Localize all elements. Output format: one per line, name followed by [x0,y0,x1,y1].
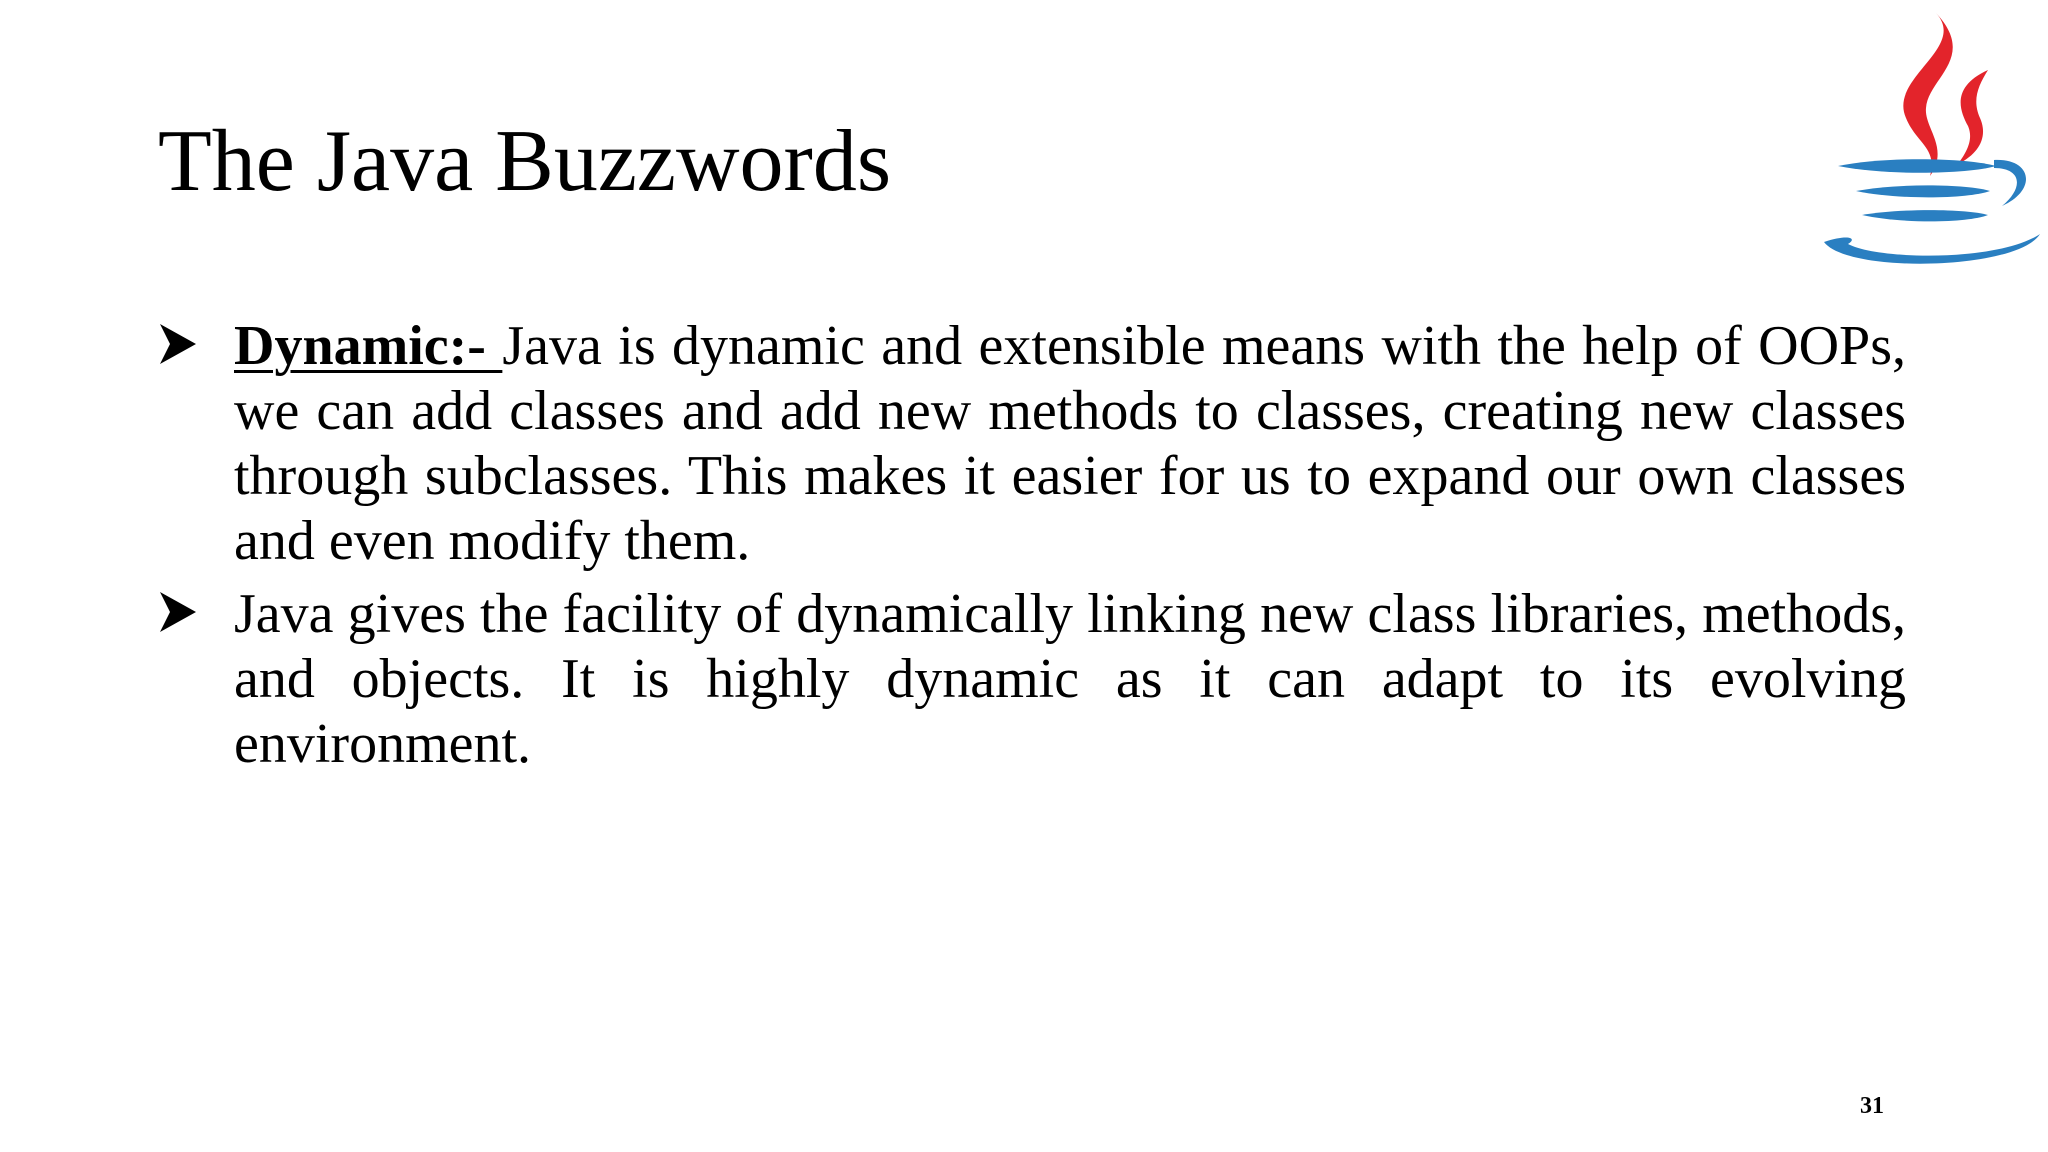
bullet-item-linking [158,582,1906,777]
java-logo-icon [1818,8,2044,273]
java-logo-cup-stripe-1 [1838,159,1996,173]
java-logo-steam-small [1958,70,1988,164]
page-number: 31 [1860,1093,1884,1119]
java-logo-steam-large [1903,13,1952,176]
java-logo-cup-handle [1994,160,2026,206]
bullet-term: Dynamic:- [234,315,503,377]
java-logo-saucer [1824,234,2040,264]
slide-title: The Java Buzzwords [158,113,892,210]
arrowhead-bullet-icon [158,590,198,634]
bullet-text: Java is dynamic and extensible means with the help of OOPs, we can add classes and add new methods to classes, creating new classes through subclasses. This makes it easier for us to expand our own classes and even modify them. [234,315,1906,572]
java-logo-cup-stripe-2 [1856,185,1990,197]
java-logo-cup-stripe-3 [1862,210,1988,221]
bullet-text: Java gives the facility of dynamically linking new class libraries, methods, and objects. It is highly dynamic as it can adapt to its evolving environment. [234,583,1906,775]
arrowhead-bullet-icon [158,322,198,366]
bullet-item-dynamic [158,314,1906,574]
bullet-list [158,314,1906,777]
